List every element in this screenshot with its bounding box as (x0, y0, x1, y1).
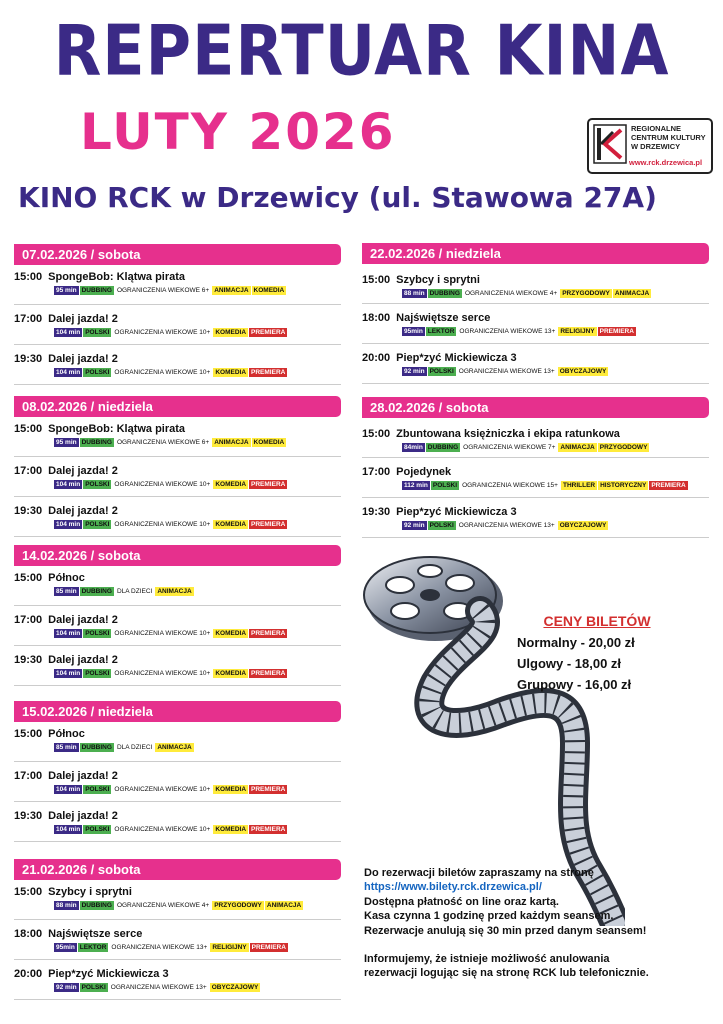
age-rating: OGRANICZENIA WIEKOWE 10+ (114, 481, 211, 488)
genre-badge: ANIMACJA (214, 287, 249, 294)
duration-badge: 104 min (56, 481, 81, 488)
language-badge: DUBBING (81, 439, 112, 446)
screening-line (14, 770, 341, 782)
premiere-badge: PREMIERA (251, 670, 286, 677)
duration-badge: 104 min (56, 786, 81, 793)
screening-tags (362, 481, 709, 490)
genre-badge: PRZYGODOWY (599, 444, 648, 451)
genre-badge: OBYCZAJOWY (559, 368, 607, 375)
duration-badge: 85 min (56, 588, 77, 595)
age-rating: OGRANICZENIA WIEKOWE 10+ (114, 329, 211, 336)
language-badge: POLSKI (85, 369, 110, 376)
movie-title: Piep*zyć Mickiewicza 3 (396, 506, 517, 518)
genre-badge: KOMEDIA (215, 369, 247, 376)
genre-badge: HISTORYCZNY (600, 482, 647, 489)
screening-row[interactable] (14, 960, 341, 1000)
duration-badge: 104 min (56, 521, 81, 528)
price-group: Grupowy - 16,00 zł (517, 677, 632, 692)
age-rating: OGRANICZENIA WIEKOWE 13+ (110, 984, 207, 991)
language-badge: LEKTOR (427, 328, 455, 335)
language-badge: DUBBING (427, 444, 459, 451)
screening-line (14, 572, 341, 584)
movie-title: Zbuntowana księżniczka i ekipa ratunkowa (396, 428, 620, 440)
language-badge: POLSKI (85, 786, 110, 793)
duration-badge: 95 min (56, 439, 77, 446)
language-badge: DUBBING (429, 290, 460, 297)
info-line: Dostępna płatność on line oraz kartą. (364, 895, 559, 908)
screening-line (14, 654, 341, 666)
movie-title: Północ (48, 728, 85, 740)
screening-time: 15:00 (14, 886, 43, 898)
age-rating: OGRANICZENIA WIEKOWE 4+ (116, 902, 210, 909)
screening-tags (14, 480, 341, 489)
age-rating: OGRANICZENIA WIEKOWE 13+ (111, 944, 208, 951)
screening-time: 15:00 (14, 572, 43, 584)
reservation-info (364, 866, 714, 981)
duration-badge: 104 min (56, 670, 81, 677)
info-line: Rezerwacje anulują się 30 min przed danym seansem! (364, 924, 647, 937)
duration-badge: 104 min (56, 329, 81, 336)
screening-row[interactable] (14, 646, 341, 686)
screening-tags (14, 520, 341, 529)
premiere-badge: PREMIERA (251, 369, 286, 376)
screening-row[interactable] (14, 802, 341, 842)
screening-row[interactable] (14, 305, 341, 345)
age-rating: OGRANICZENIA WIEKOWE 10+ (114, 786, 211, 793)
screening-row[interactable] (14, 762, 341, 802)
language-badge: POLSKI (85, 521, 110, 528)
premiere-badge: PREMIERA (651, 482, 686, 489)
screening-tags (14, 825, 341, 834)
screening-tags (14, 901, 341, 910)
screening-time: 15:00 (14, 423, 43, 435)
genre-badge: KOMEDIA (215, 481, 247, 488)
screening-time: 19:30 (14, 353, 43, 365)
screening-time: 19:30 (362, 506, 391, 518)
age-rating: DLA DZIECI (116, 744, 153, 751)
screening-tags (14, 669, 341, 678)
genre-badge: PRZYGODOWY (214, 902, 262, 909)
genre-badge: PRZYGODOWY (562, 290, 610, 297)
language-badge: POLSKI (429, 368, 454, 375)
day-header: 07.02.2026 / sobota (14, 244, 341, 265)
screening-tags (14, 587, 341, 596)
screening-tags (362, 521, 709, 530)
language-badge: POLSKI (85, 329, 110, 336)
movie-title: Dalej jazda! 2 (48, 654, 118, 666)
screening-row[interactable] (362, 498, 709, 538)
genre-badge: OBYCZAJOWY (559, 522, 607, 529)
premiere-badge: PREMIERA (599, 328, 634, 335)
screening-time: 17:00 (14, 313, 43, 325)
genre-badge: KOMEDIA (253, 287, 285, 294)
screening-time: 15:00 (362, 274, 391, 286)
screening-time: 20:00 (14, 968, 43, 980)
movie-title: Dalej jazda! 2 (48, 614, 118, 626)
day-header: 28.02.2026 / sobota (362, 397, 709, 418)
age-rating: OGRANICZENIA WIEKOWE 7+ (463, 444, 556, 451)
genre-badge: ANIMACJA (157, 744, 192, 751)
screening-time: 17:00 (362, 466, 391, 478)
screening-tags (14, 785, 341, 794)
day-block (14, 244, 341, 385)
movie-title: Dalej jazda! 2 (48, 353, 118, 365)
genre-badge: OBYCZAJOWY (211, 984, 259, 991)
screening-line (362, 466, 709, 478)
genre-badge: KOMEDIA (215, 329, 247, 336)
screening-row[interactable] (362, 264, 709, 304)
language-badge: POLSKI (85, 481, 110, 488)
age-rating: OGRANICZENIA WIEKOWE 4+ (464, 290, 558, 297)
duration-badge: 84min (404, 444, 423, 451)
movie-title: Dalej jazda! 2 (48, 810, 118, 822)
language-badge: DUBBING (81, 902, 112, 909)
screening-tags (14, 743, 341, 752)
age-rating: OGRANICZENIA WIEKOWE 13+ (458, 522, 555, 529)
duration-badge: 104 min (56, 369, 81, 376)
day-block (362, 397, 709, 538)
premiere-badge: PREMIERA (251, 630, 286, 637)
movie-title: Szybcy i sprytni (48, 886, 132, 898)
age-rating: OGRANICZENIA WIEKOWE 10+ (114, 630, 211, 637)
screening-row[interactable] (362, 304, 709, 344)
duration-badge: 92 min (56, 984, 77, 991)
screening-line (14, 505, 341, 517)
ticket-prices (517, 613, 677, 692)
screening-time: 19:30 (14, 810, 43, 822)
screening-row[interactable] (362, 458, 709, 498)
day-header: 21.02.2026 / sobota (14, 859, 341, 880)
age-rating: OGRANICZENIA WIEKOWE 10+ (114, 521, 211, 528)
logo-wordmark (631, 124, 706, 151)
duration-badge: 85 min (56, 744, 77, 751)
genre-badge: ANIMACJA (214, 439, 249, 446)
rck-logo-icon (593, 124, 627, 164)
venue-heading: KINO RCK w Drzewicy (ul. Stawowa 27A) (18, 181, 657, 214)
language-badge: POLSKI (432, 482, 458, 489)
premiere-badge: PREMIERA (251, 481, 286, 488)
duration-badge: 104 min (56, 630, 81, 637)
movie-title: Północ (48, 572, 85, 584)
genre-badge: KOMEDIA (253, 439, 285, 446)
language-badge: POLSKI (85, 670, 110, 677)
age-rating: OGRANICZENIA WIEKOWE 13+ (458, 368, 555, 375)
screening-line (14, 353, 341, 365)
screening-time: 17:00 (14, 465, 43, 477)
duration-badge: 92 min (404, 368, 425, 375)
duration-badge: 104 min (56, 826, 81, 833)
premiere-badge: PREMIERA (251, 944, 286, 951)
movie-title: Dalej jazda! 2 (48, 313, 118, 325)
duration-badge: 88 min (56, 902, 77, 909)
genre-badge: ANIMACJA (614, 290, 650, 297)
screening-line (14, 810, 341, 822)
genre-badge: KOMEDIA (215, 630, 247, 637)
day-block (14, 396, 341, 537)
screening-row[interactable] (14, 497, 341, 537)
day-block (14, 859, 341, 1000)
screening-tags (14, 328, 341, 337)
language-badge: LEKTOR (79, 944, 107, 951)
screening-line (14, 271, 341, 283)
screening-tags (14, 983, 341, 992)
duration-badge: 112 min (404, 482, 428, 489)
screening-tags (14, 368, 341, 377)
screening-row[interactable] (14, 417, 341, 457)
screening-row[interactable] (14, 722, 341, 762)
screening-line (362, 352, 709, 364)
premiere-badge: PREMIERA (251, 786, 286, 793)
info-line: Do rezerwacji biletów zapraszamy na stronę (364, 867, 594, 879)
duration-badge: 92 min (404, 522, 425, 529)
rck-logo (587, 118, 713, 174)
screening-row[interactable] (14, 457, 341, 497)
movie-title: Pojedynek (396, 466, 452, 478)
movie-title: Dalej jazda! 2 (48, 465, 118, 477)
screening-row[interactable] (14, 265, 341, 305)
movie-title: Piep*zyć Mickiewicza 3 (396, 352, 517, 364)
screening-tags (14, 286, 341, 295)
screening-row[interactable] (362, 418, 709, 458)
screening-line (362, 312, 709, 324)
screening-line (362, 506, 709, 518)
screening-tags (362, 367, 709, 376)
screening-line (362, 274, 709, 286)
age-rating: OGRANICZENIA WIEKOWE 6+ (116, 439, 210, 446)
logo-line-2: CENTRUM KULTURY (631, 133, 706, 142)
movie-title: Najświętsze serce (48, 928, 143, 940)
screening-tags (14, 629, 341, 638)
language-badge: POLSKI (429, 522, 454, 529)
screening-time: 19:30 (14, 505, 43, 517)
screening-time: 15:00 (14, 271, 43, 283)
screening-row[interactable] (14, 880, 341, 920)
screening-time: 17:00 (14, 614, 43, 626)
genre-badge: KOMEDIA (215, 786, 247, 793)
screening-line (14, 465, 341, 477)
duration-badge: 88 min (404, 290, 425, 297)
price-reduced: Ulgowy - 18,00 zł (517, 656, 622, 671)
screening-row[interactable] (14, 606, 341, 646)
genre-badge: ANIMACJA (157, 588, 192, 595)
screening-line (362, 428, 709, 440)
duration-badge: 95min (56, 944, 75, 951)
movie-title: SpongeBob: Klątwa pirata (48, 423, 186, 435)
logo-line-3: W DRZEWICY (631, 142, 681, 151)
age-rating: OGRANICZENIA WIEKOWE 10+ (114, 670, 211, 677)
day-header: 15.02.2026 / niedziela (14, 701, 341, 722)
screening-row[interactable] (14, 566, 341, 606)
day-block (14, 701, 341, 842)
price-normal: Normalny - 20,00 zł (517, 635, 635, 650)
age-rating: DLA DZIECI (116, 588, 153, 595)
day-header: 08.02.2026 / niedziela (14, 396, 341, 417)
language-badge: DUBBING (81, 744, 112, 751)
day-block (14, 545, 341, 686)
genre-badge: RELIGIJNY (560, 328, 595, 335)
screening-row[interactable] (14, 345, 341, 385)
genre-badge: ANIMACJA (560, 444, 595, 451)
screening-time: 15:00 (14, 728, 43, 740)
screening-tags (14, 943, 341, 952)
screening-row[interactable] (362, 344, 709, 384)
screening-line (14, 928, 341, 940)
age-rating: OGRANICZENIA WIEKOWE 10+ (114, 826, 211, 833)
screening-line (14, 728, 341, 740)
genre-badge: ANIMACJA (266, 902, 302, 909)
duration-badge: 95 min (56, 287, 77, 294)
age-rating: OGRANICZENIA WIEKOWE 15+ (462, 482, 558, 489)
movie-title: Najświętsze serce (396, 312, 491, 324)
screening-time: 15:00 (362, 428, 391, 440)
screening-tags (362, 443, 709, 452)
genre-badge: KOMEDIA (215, 670, 247, 677)
movie-title: Piep*zyć Mickiewicza 3 (48, 968, 169, 980)
screening-line (14, 614, 341, 626)
movie-title: Dalej jazda! 2 (48, 770, 118, 782)
screening-tags (14, 438, 341, 447)
premiere-badge: PREMIERA (251, 521, 286, 528)
genre-badge: THRILLER (562, 482, 596, 489)
logo-url: www.rck.drzewica.pl (629, 158, 703, 167)
age-rating: OGRANICZENIA WIEKOWE 6+ (116, 287, 210, 294)
screening-line (14, 886, 341, 898)
screening-line (14, 423, 341, 435)
screening-tags (362, 327, 709, 336)
language-badge: DUBBING (81, 588, 112, 595)
screening-row[interactable] (14, 920, 341, 960)
language-badge: POLSKI (85, 630, 110, 637)
language-badge: POLSKI (85, 826, 110, 833)
movie-title: Dalej jazda! 2 (48, 505, 118, 517)
language-badge: DUBBING (81, 287, 112, 294)
reservation-link[interactable]: https://www.bilety.rck.drzewica.pl/ (364, 881, 542, 894)
info-line: Informujemy, że istnieje możliwość anulowania (364, 953, 610, 966)
genre-badge: RELIGIJNY (212, 944, 247, 951)
month-subtitle: LUTY 2026 (80, 103, 396, 161)
premiere-badge: PREMIERA (251, 329, 286, 336)
movie-title: Szybcy i sprytni (396, 274, 480, 286)
language-badge: POLSKI (81, 984, 106, 991)
info-line: Kasa czynna 1 godzinę przed każdym seansem. (364, 910, 614, 923)
logo-line-1: REGIONALNE (631, 124, 682, 133)
screening-time: 17:00 (14, 770, 43, 782)
age-rating: OGRANICZENIA WIEKOWE 13+ (459, 328, 556, 335)
screening-line (14, 313, 341, 325)
genre-badge: KOMEDIA (215, 826, 247, 833)
duration-badge: 95min (404, 328, 423, 335)
day-header: 14.02.2026 / sobota (14, 545, 341, 566)
screening-line (14, 968, 341, 980)
page-title: REPERTUAR KINA (53, 9, 670, 92)
genre-badge: KOMEDIA (215, 521, 247, 528)
screening-time: 18:00 (14, 928, 43, 940)
screening-time: 19:30 (14, 654, 43, 666)
screening-time: 20:00 (362, 352, 391, 364)
movie-title: SpongeBob: Klątwa pirata (48, 271, 186, 283)
age-rating: OGRANICZENIA WIEKOWE 10+ (114, 369, 211, 376)
day-header: 22.02.2026 / niedziela (362, 243, 709, 264)
info-line: rezerwacji logując się na stronę RCK lub telefonicznie. (364, 967, 649, 980)
prices-header: CENY BILETÓW (543, 613, 651, 629)
screening-time: 18:00 (362, 312, 391, 324)
screening-tags (362, 289, 709, 298)
day-block (362, 243, 709, 384)
premiere-badge: PREMIERA (251, 826, 286, 833)
